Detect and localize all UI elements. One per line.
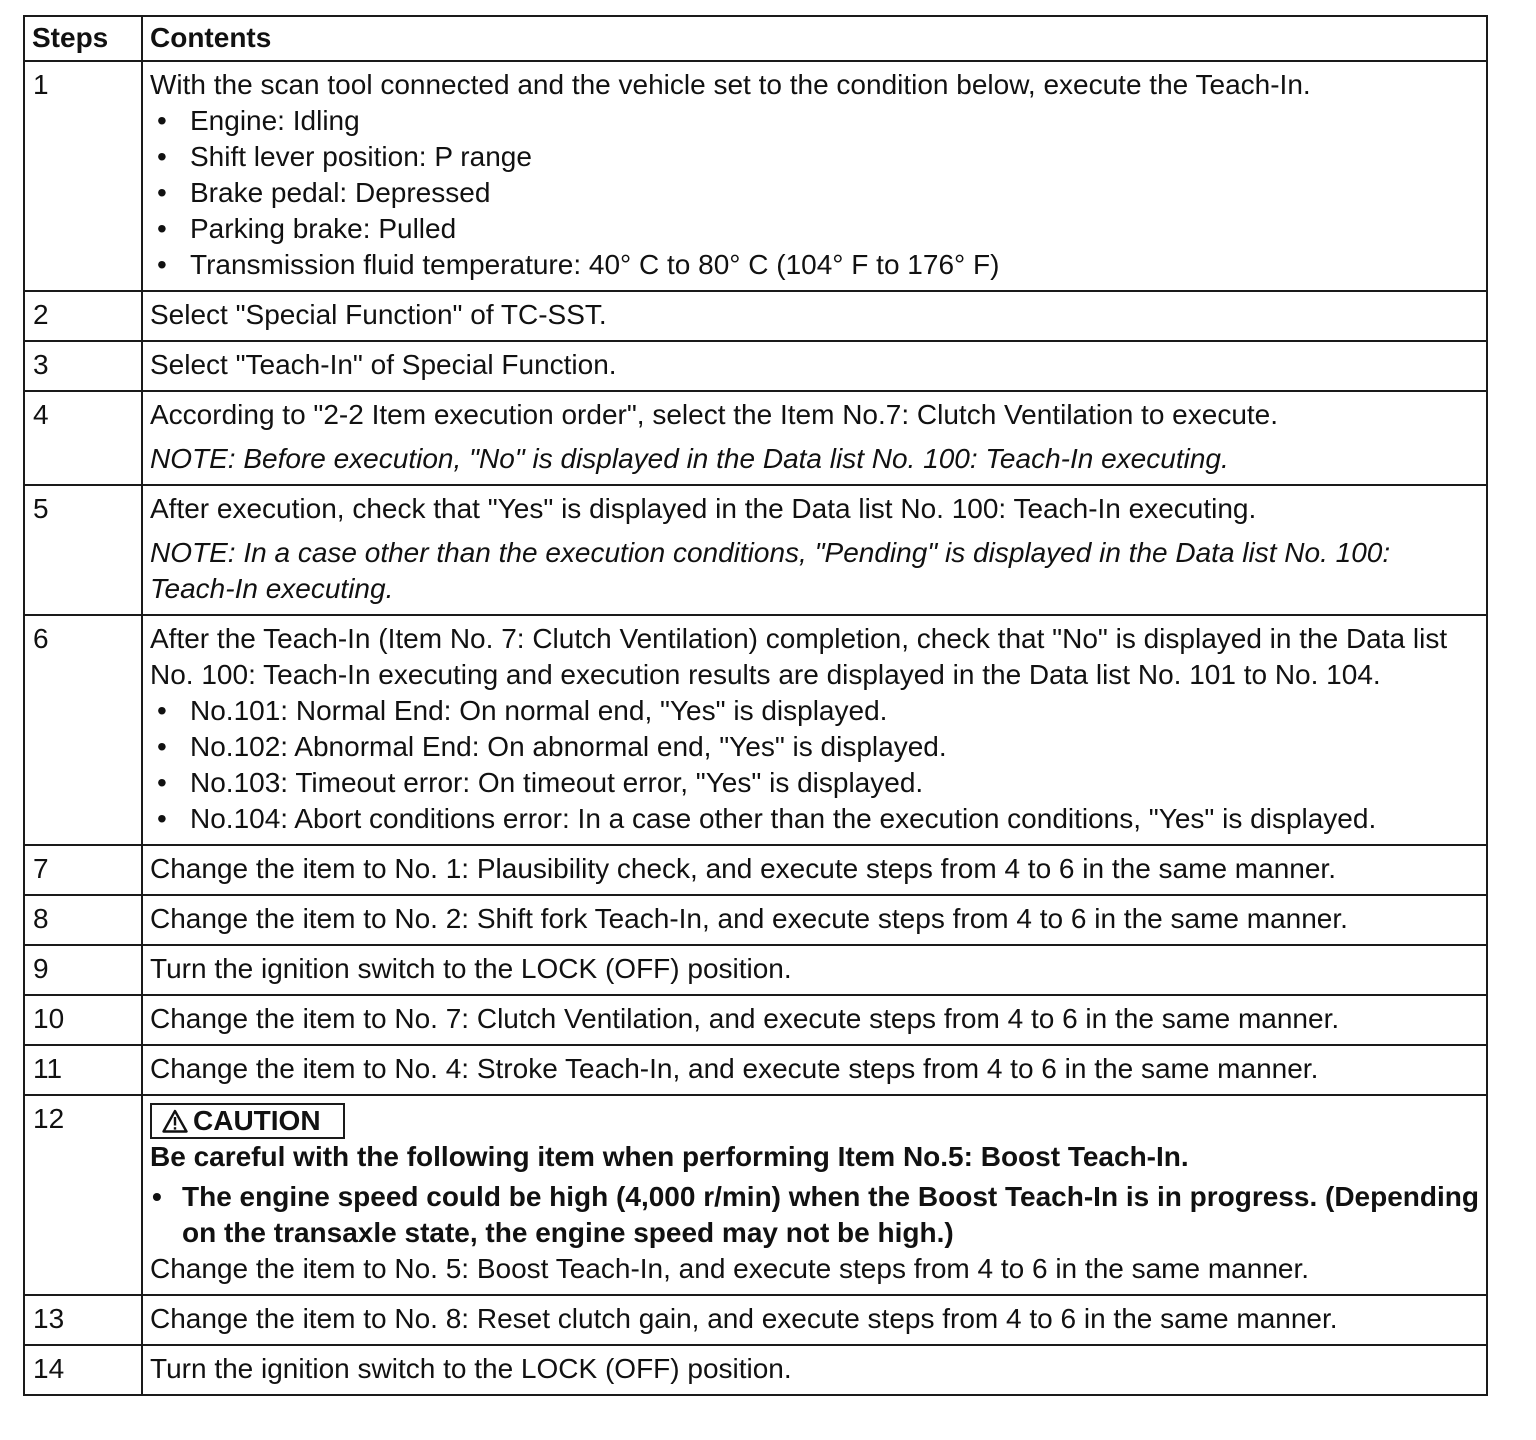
step-text: Select "Special Function" of TC-SST. (150, 299, 607, 330)
step-text: Turn the ignition switch to the LOCK (OFF) position. (150, 953, 792, 984)
step-number: 8 (24, 895, 142, 945)
table-row (24, 291, 1487, 341)
bullet-icon: • (157, 695, 167, 726)
table-row (24, 615, 1487, 845)
step-content (142, 291, 1487, 341)
step-text: Change the item to No. 5: Boost Teach-In, and execute steps from 4 to 6 in the same manner. (150, 1253, 1310, 1284)
bullet-icon: • (152, 1181, 162, 1212)
list-item: • Engine: Idling (150, 103, 1480, 139)
step-content (142, 945, 1487, 995)
step-content (142, 1345, 1487, 1395)
table-row (24, 485, 1487, 615)
table-row (24, 945, 1487, 995)
step-text: According to "2-2 Item execution order", select the Item No.7: Clutch Ventilation to execute. (150, 399, 1279, 430)
bullet-icon: • (157, 105, 167, 136)
step-text: Change the item to No. 4: Stroke Teach-In, and execute steps from 4 to 6 in the same manner. (150, 1053, 1319, 1084)
list-item: • Parking brake: Pulled (150, 211, 1480, 247)
table-row (24, 1345, 1487, 1395)
step-number: 6 (24, 615, 142, 845)
step-text: Change the item to No. 8: Reset clutch gain, and execute steps from 4 to 6 in the same manner. (150, 1303, 1338, 1334)
step-text: Change the item to No. 1: Plausibility check, and execute steps from 4 to 6 in the same manner. (150, 853, 1336, 884)
table-row (24, 1295, 1487, 1345)
table-row (24, 1045, 1487, 1095)
step-number: 2 (24, 291, 142, 341)
list-item: • No.103: Timeout error: On timeout error, "Yes" is displayed. (150, 765, 1480, 801)
table-row (24, 341, 1487, 391)
step-content (142, 615, 1487, 845)
table-row (24, 845, 1487, 895)
step-content (142, 391, 1487, 485)
step-content (142, 895, 1487, 945)
step-text: Select "Teach-In" of Special Function. (150, 349, 617, 380)
step-content (142, 995, 1487, 1045)
step-number: 4 (24, 391, 142, 485)
step-number: 3 (24, 341, 142, 391)
step-content (142, 1045, 1487, 1095)
header-steps: Steps (24, 16, 142, 61)
step-number: 12 (24, 1095, 142, 1295)
bullet-icon: • (157, 731, 167, 762)
step-content (142, 61, 1487, 291)
step-number: 9 (24, 945, 142, 995)
step-number: 11 (24, 1045, 142, 1095)
step-note: NOTE: In a case other than the execution conditions, "Pending" is displayed in the Data list No. 100: Teach-In executing. (150, 537, 1391, 604)
result-list (150, 693, 1480, 837)
step-text: Turn the ignition switch to the LOCK (OFF) position. (150, 1353, 792, 1384)
list-item: • Brake pedal: Depressed (150, 175, 1480, 211)
step-number: 5 (24, 485, 142, 615)
table-row (24, 61, 1487, 291)
caution-bullet: • The engine speed could be high (4,000 r/min) when the Boost Teach-In is in progress. (Depending on the transaxle state, the engine speed may not be high.) (152, 1181, 1479, 1248)
list-item: • Transmission fluid temperature: 40° C to 80° C (104° F to 176° F) (150, 247, 1480, 283)
step-content (142, 845, 1487, 895)
step-number: 1 (24, 61, 142, 291)
header-contents: Contents (142, 16, 1487, 61)
step-text: Change the item to No. 2: Shift fork Teach-In, and execute steps from 4 to 6 in the same manner. (150, 903, 1348, 934)
step-content (142, 485, 1487, 615)
step-text: Change the item to No. 7: Clutch Ventilation, and execute steps from 4 to 6 in the same manner. (150, 1003, 1340, 1034)
table-row (24, 1095, 1487, 1295)
caution-label (150, 1103, 345, 1139)
bullet-icon: • (157, 213, 167, 244)
condition-list (150, 103, 1480, 283)
table-row (24, 995, 1487, 1045)
bullet-icon: • (157, 767, 167, 798)
step-number: 7 (24, 845, 142, 895)
caution-heading: Be careful with the following item when performing Item No.5: Boost Teach-In. (150, 1141, 1189, 1172)
list-item: • No.101: Normal End: On normal end, "Yes" is displayed. (150, 693, 1480, 729)
bullet-icon: • (157, 141, 167, 172)
step-number: 14 (24, 1345, 142, 1395)
bullet-icon: • (157, 177, 167, 208)
list-item: • Shift lever position: P range (150, 139, 1480, 175)
caution-text: CAUTION (193, 1105, 321, 1136)
procedure-table (23, 15, 1488, 1396)
step-number: 13 (24, 1295, 142, 1345)
table-header-row (24, 16, 1487, 61)
step-note: NOTE: Before execution, "No" is displayed in the Data list No. 100: Teach-In executing. (150, 443, 1229, 474)
table-row (24, 391, 1487, 485)
step-content (142, 341, 1487, 391)
step-text: With the scan tool connected and the vehicle set to the condition below, execute the Teach-In. (150, 69, 1311, 100)
table-row (24, 895, 1487, 945)
list-item: • No.104: Abort conditions error: In a case other than the execution conditions, "Yes" is displayed. (150, 801, 1480, 837)
step-content (142, 1095, 1487, 1295)
step-text: After the Teach-In (Item No. 7: Clutch Ventilation) completion, check that "No" is displayed in the Data list No. 100: Teach-In executing and execution results are displayed in the Data list No. 101 to No. 104. (150, 623, 1448, 690)
step-text: After execution, check that "Yes" is displayed in the Data list No. 100: Teach-In executing. (150, 493, 1257, 524)
warning-triangle-icon (162, 1109, 188, 1133)
step-content (142, 1295, 1487, 1345)
step-number: 10 (24, 995, 142, 1045)
list-item: • No.102: Abnormal End: On abnormal end, "Yes" is displayed. (150, 729, 1480, 765)
bullet-icon: • (157, 249, 167, 280)
bullet-icon: • (157, 803, 167, 834)
